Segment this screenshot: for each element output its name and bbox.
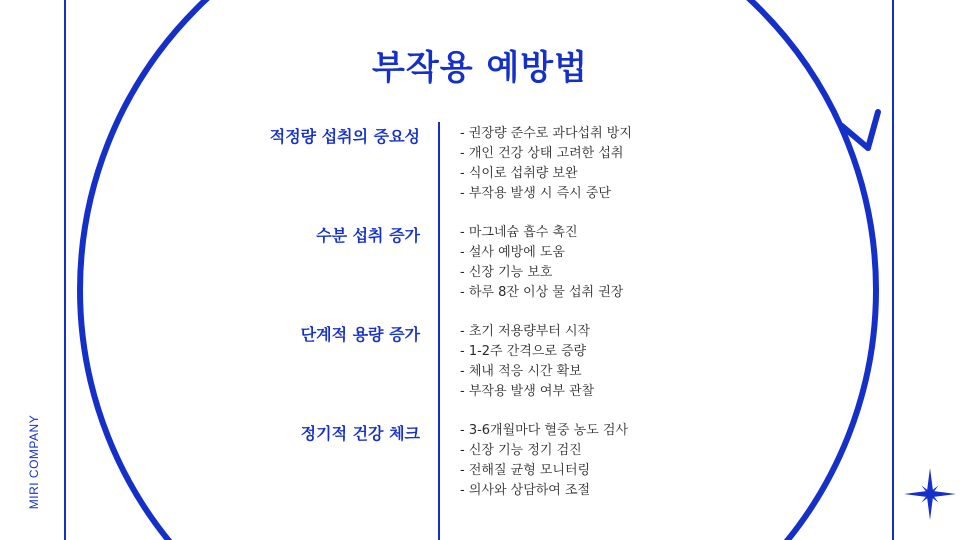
section-title: 정기적 건강 체크 (300, 424, 420, 443)
section-title: 단계적 용량 증가 (300, 325, 420, 344)
list-item: - 개인 건강 상태 고려한 섭취 (460, 146, 624, 161)
list-item: - 의사와 상담하여 조절 (460, 483, 591, 498)
bullet-list (460, 223, 623, 303)
list-item: - 식이로 섭취량 보완 (460, 166, 578, 181)
section-title: 수분 섭취 증가 (316, 226, 420, 245)
list-item: - 3-6개월마다 혈중 농도 검사 (460, 423, 629, 438)
list-item: - 1-2주 간격으로 증량 (460, 344, 587, 359)
list-item: - 체내 적응 시간 확보 (460, 364, 582, 379)
bullet-list (460, 322, 594, 402)
list-item: - 부작용 발생 여부 관찰 (460, 384, 595, 399)
brand-label: MIRI COMPANY (27, 414, 41, 510)
list-item: - 신장 기능 정기 검진 (460, 443, 582, 458)
page-title: 부작용 예방법 (372, 48, 588, 88)
bullet-list (460, 421, 628, 501)
section-title: 적정량 섭취의 중요성 (269, 127, 420, 146)
list-item: - 권장량 준수로 과다섭취 방지 (460, 126, 632, 141)
list-item: - 전해질 균형 모니터링 (460, 463, 591, 478)
list-item: - 마그네슘 흡수 촉진 (460, 225, 578, 240)
list-item: - 부작용 발생 시 즉시 중단 (460, 186, 611, 201)
list-item: - 하루 8잔 이상 물 섭취 권장 (460, 285, 624, 300)
center-divider (438, 122, 440, 540)
list-item: - 설사 예방에 도움 (460, 245, 565, 260)
list-item: - 초기 저용량부터 시작 (460, 324, 591, 339)
bullet-list (460, 124, 632, 204)
sparkle-star-icon (904, 468, 956, 520)
list-item: - 신장 기능 보호 (460, 265, 553, 280)
